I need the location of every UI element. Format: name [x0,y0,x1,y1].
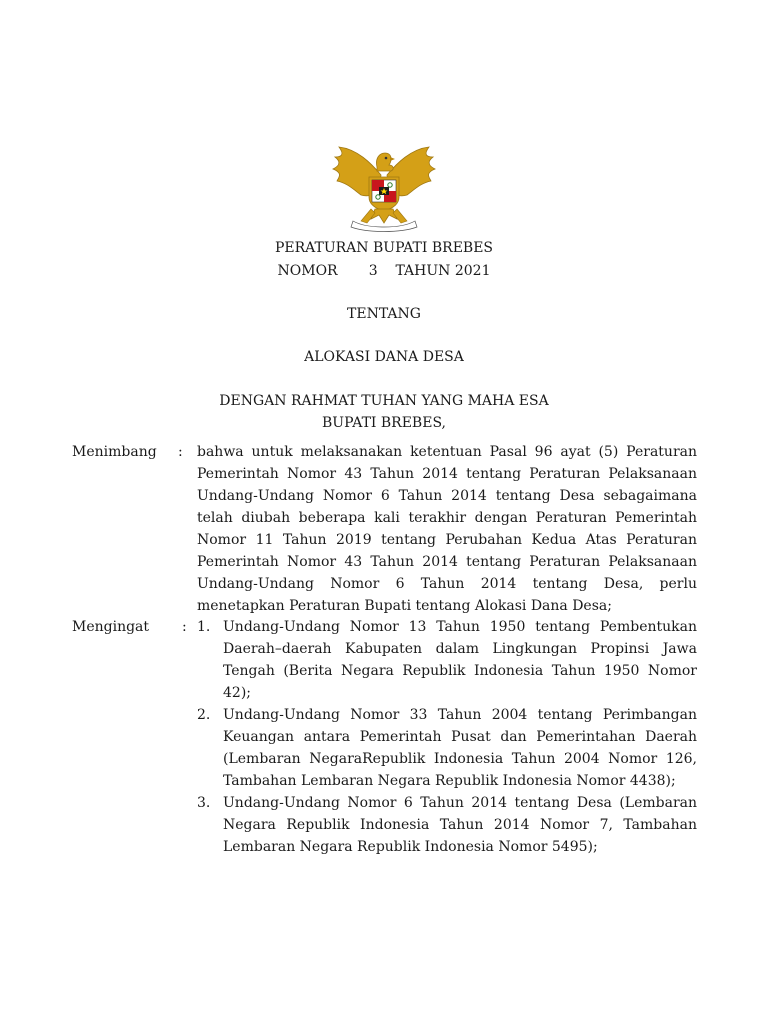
menimbang-label: Menimbang [72,444,157,460]
regulation-title: PERATURAN BUPATI BREBES [274,240,494,256]
mengingat-label: Mengingat [72,619,150,635]
regulation-subject: ALOKASI DANA DESA [304,349,464,365]
menimbang-colon: : [178,444,183,460]
list-item-text: Undang-Undang Nomor 13 Tahun 1950 tentang Pembentukan Daerah–daerah Kabupaten dalam Lingkungan Propinsi Jawa Tengah (Berita Negara Republik Indonesia Tahun 1950 Nomor 42); [223,619,697,701]
menimbang-text: bahwa untuk melaksanakan ketentuan Pasal 96 ayat (5) Peraturan Pemerintah Nomor 43 Tahun 2014 tentang Peraturan Pelaksanaan Undang-Undang Nomor 6 Tahun 2014 tentang Desa sebagaimana telah diubah beberapa kali terakhir dengan Peraturan Pemerintah Nomor 11 Tahun 2019 tentang Perubahan Kedua Atas Peraturan Pemerintah Nomor 43 Tahun 2014 tentang Peraturan Pelaksanaan Undang-Undang Nomor 6 Tahun 2014 tentang Desa, perlu menetapkan Peraturan Bupati tentang Alokasi Dana Desa; [197,444,697,614]
garuda-emblem-icon [331,143,437,233]
list-item-number: 2. [197,707,211,723]
list-item-text: Undang-Undang Nomor 33 Tahun 2004 tentang Perimbangan Keuangan antara Pemerintah Pusat dan Pemerintahan Daerah (Lembaran NegaraRepublik Indonesia Tahun 2004 Nomor 126, Tambahan Lembaran Negara Republik Indonesia Nomor 4438); [223,707,697,789]
list-item-number: 1. [197,619,211,635]
mengingat-colon: : [182,619,187,635]
authority-line: BUPATI BREBES, [322,415,446,431]
list-item-number: 3. [197,795,211,811]
tentang-heading: TENTANG [347,306,421,322]
regulation-number: NOMOR 3 TAHUN 2021 [277,263,491,279]
preamble-line: DENGAN RAHMAT TUHAN YANG MAHA ESA [219,393,549,409]
list-item-text: Undang-Undang Nomor 6 Tahun 2014 tentang Desa (Lembaran Negara Republik Indonesia Tahun 2014 Nomor 7, Tambahan Lembaran Negara Republik Indonesia Nomor 5495); [223,795,697,855]
